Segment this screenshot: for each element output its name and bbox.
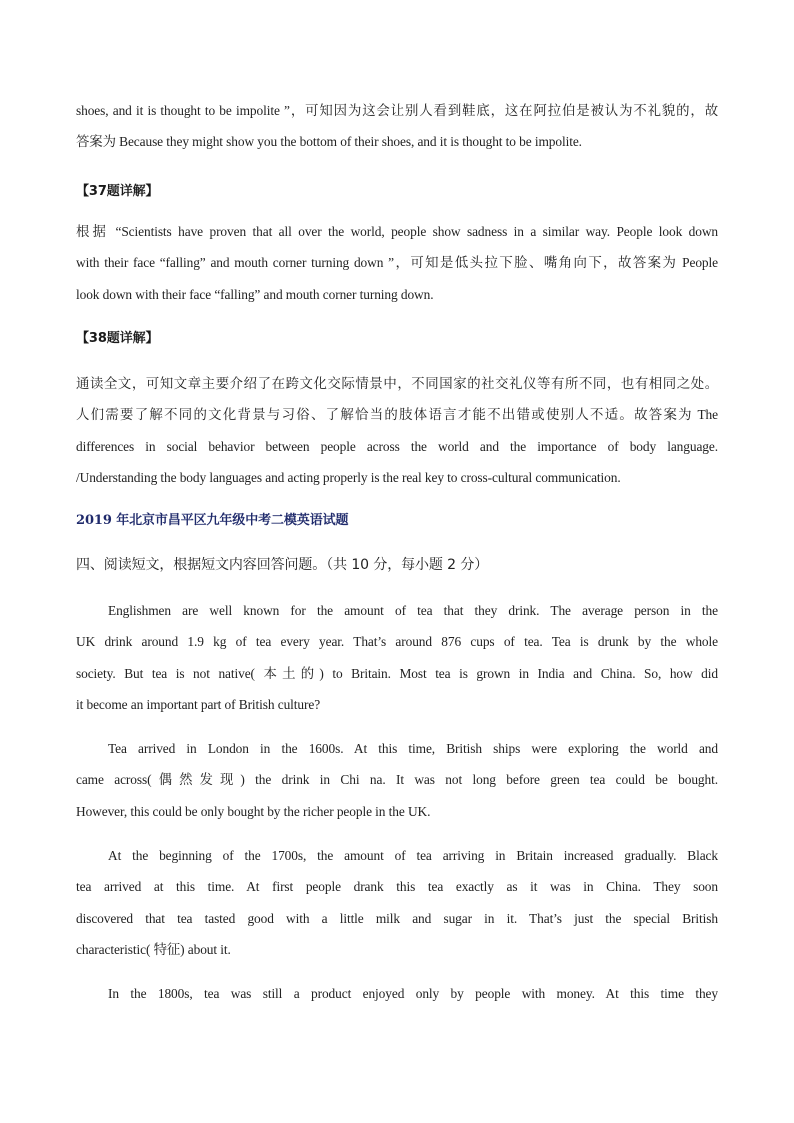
text-line: However, this could be only bought by the richer people in the UK. xyxy=(76,803,431,819)
answer-36-continued xyxy=(76,95,718,158)
text-line: 人们需要了解不同的文化背景与习俗、了解恰当的肢体语言才能不出错或使别人不适。故答案为 The xyxy=(76,407,718,423)
text-line: Englishmen are well known for the amount of tea that they drink. The average person in the xyxy=(108,603,718,618)
text-line: came across(偶然发现) the drink in Chi na. It was not long before green tea could be bought. xyxy=(76,772,718,788)
text-line: with their face “falling” and mouth corner turning down ”，可知是低头拉下脸、嘴角向下，故答案为 People xyxy=(76,255,718,271)
text-line: it become an important part of British culture? xyxy=(76,696,321,712)
text-line: Tea arrived in London in the 1600s. At this time, British ships were exploring the world and xyxy=(108,741,718,756)
text-line: /Understanding the body languages and acting properly is the real key to cross-cultural communication. xyxy=(76,469,621,485)
heading-37: 【37题详解】 xyxy=(76,184,159,199)
section-heading-37 xyxy=(76,176,718,207)
answer-38-explanation xyxy=(76,368,718,493)
text-line: look down with their face “falling” and mouth corner turning down. xyxy=(76,286,434,302)
text-line: At the beginning of the 1700s, the amount of tea arriving in Britain increased gradually. Black xyxy=(108,848,718,863)
text-line: shoes, and it is thought to be impolite ”，可知因为这会让别人看到鞋底，这在阿拉伯是被认为不礼貌的，故 xyxy=(76,103,718,118)
text-line: tea arrived at this time. At first people drank this tea exactly as it was in China. They soon xyxy=(76,879,718,895)
text-line: characteristic( 特征) about it. xyxy=(76,941,231,957)
text-line: 答案为 Because they might show you the bottom of their shoes, and it is thought to be impolite. xyxy=(76,134,582,150)
text-line: 根据 “Scientists have proven that all over the world, people show sadness in a similar way. People look down xyxy=(76,224,718,239)
answer-37-explanation xyxy=(76,216,718,310)
passage-paragraph-1 xyxy=(76,595,718,720)
text-line: In the 1800s, tea was still a product enjoyed only by people with money. At this time they xyxy=(108,986,718,1001)
heading-38: 【38题详解】 xyxy=(76,331,159,346)
text-line: society. But tea is not native( 本土的) to Britain. Most tea is grown in India and China. So, how did xyxy=(76,665,718,681)
text-line: discovered that tea tasted good with a little milk and sugar in it. That’s just the special British xyxy=(76,910,718,926)
passage-paragraph-3 xyxy=(76,840,718,965)
section-heading: 四、阅读短文，根据短文内容回答问题。（共 10 分，每小题 2 分） xyxy=(76,557,489,573)
passage-paragraph-4 xyxy=(76,978,718,1009)
section-instruction xyxy=(76,550,718,581)
text-line: 通读全文，可知文章主要介绍了在跨文化交际情景中，不同国家的社交礼仪等有所不同，也有相同之处。 xyxy=(76,376,718,391)
text-line: UK drink around 1.9 kg of tea every year. That’s around 876 cups of tea. Tea is drunk by the whole xyxy=(76,634,718,650)
section-heading-38 xyxy=(76,323,718,354)
exam-title: 2019 年北京市昌平区九年级中考二模英语试题 xyxy=(76,513,349,528)
passage-paragraph-2 xyxy=(76,733,718,827)
text-line: differences in social behavior between people across the world and the importance of body language. xyxy=(76,438,718,454)
exam-title-block xyxy=(76,505,718,536)
